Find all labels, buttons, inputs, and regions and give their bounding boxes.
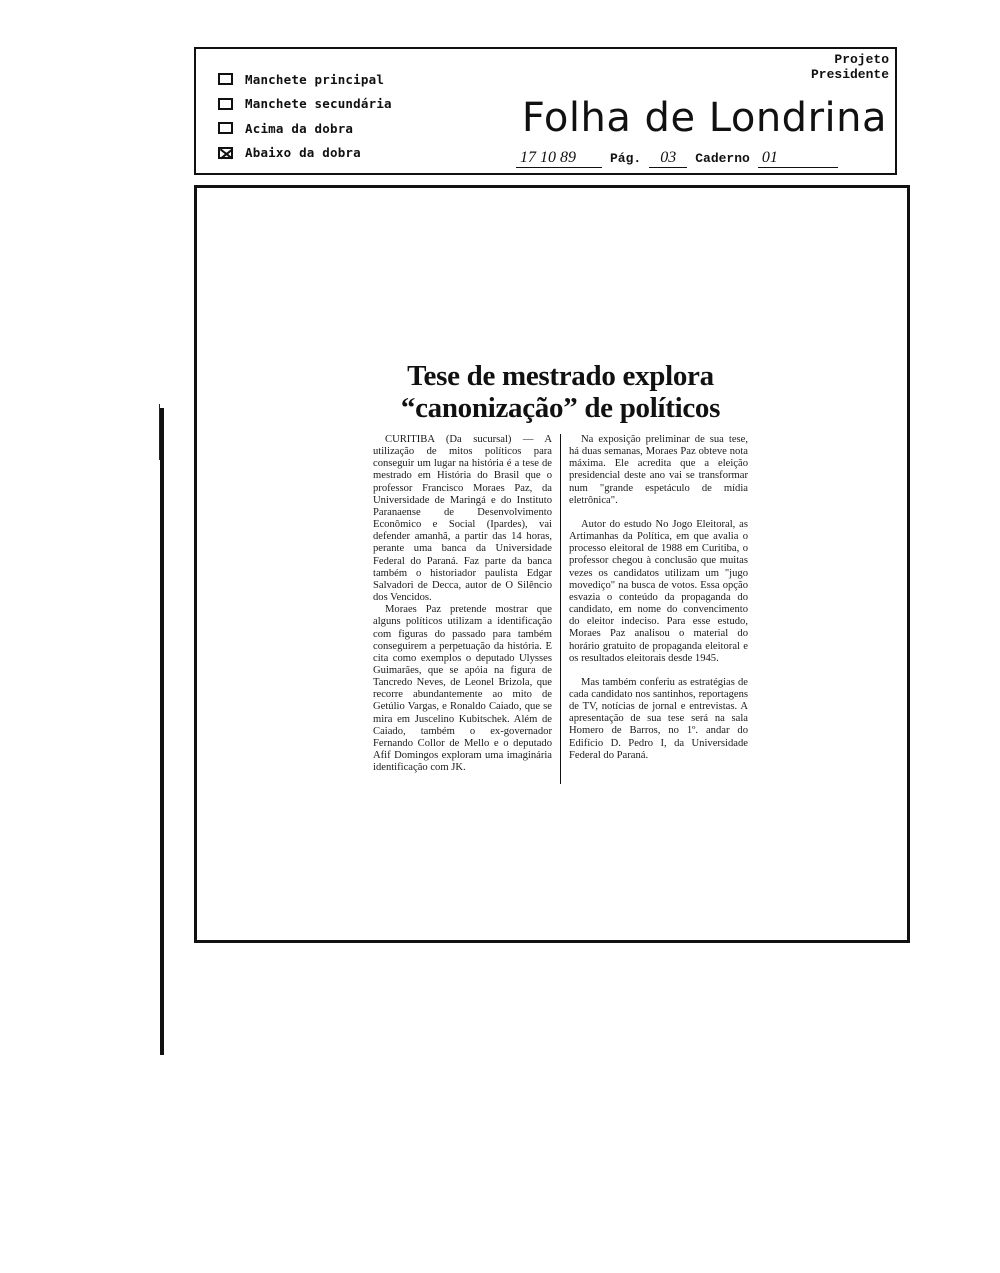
clipping-meta bbox=[508, 149, 846, 168]
check-manchete-secundaria[interactable] bbox=[218, 92, 392, 117]
date-handwritten: 17 10 89 bbox=[516, 149, 602, 168]
check-label: Abaixo da dobra bbox=[245, 145, 361, 161]
checked-box-icon[interactable] bbox=[218, 147, 233, 159]
paragraph: CURITIBA (Da sucursal) — A utilização de mitos políticos para conseguir um lugar na história é a tese de mestrado em História do Brasil que o professor Francisco Moraes Paz, da Universidade de Maringá e do Instituto Paranaense de Desenvolvimento Econômico e Social (Ipardes), vai defender amanhã, a partir das 14 horas, perante uma banca da Universidade Federal do Paraná. Faz parte da banca também o historiador paulista Edgar Salvadori de Decca, autor de O Silêncio dos Vencidos. bbox=[373, 434, 552, 604]
scan-edge-bar bbox=[160, 408, 164, 1055]
paragraph: Moraes Paz pretende mostrar que alguns políticos utilizam a identificação com figuras do passado para também conseguirem a perpetuação da história. E cita como exemplos o deputado Ulysses Guimarães, que se apóia na figura de Tancredo Neves, de Leonel Brizola, que recorre abundantemente ao mito de Getúlio Vargas, e Ronaldo Caiado, que se mira em Juscelino Kubitschek. Além de Caiado, também o ex-governador Fernando Collor de Mello e o deputado Afif Domingos exploram uma imaginária identificação com JK. bbox=[373, 604, 552, 774]
headline-line-2: “canonização” de políticos bbox=[400, 392, 721, 424]
article-columns bbox=[373, 434, 748, 784]
check-manchete-principal[interactable] bbox=[218, 67, 392, 92]
page-value: 03 bbox=[649, 149, 687, 168]
article-headline bbox=[373, 360, 748, 424]
paragraph: Autor do estudo No Jogo Eleitoral, as Artimanhas da Política, em que avalia o processo eleitoral de 1988 em Curitiba, o professor chegou à conclusão que muitas vezes os candidatos utilizam um "jugo movediço" na busca de votos. Essa opção esvazia o conteúdo da propaganda do candidato, em nome do convencimento do eleitor indeciso. Para esse estudo, Moraes Paz analisou o material do horário gratuito de propaganda eleitoral e os resultados eleitorais desde 1945. bbox=[569, 518, 748, 664]
article-column-2 bbox=[569, 434, 748, 784]
check-label: Acima da dobra bbox=[245, 120, 354, 136]
check-acima-da-dobra[interactable] bbox=[218, 116, 392, 141]
page-label: Pág. bbox=[610, 151, 642, 166]
project-line-2: Presidente bbox=[810, 67, 889, 82]
paragraph: Mas também conferiu as estratégias de cada candidato nos santinhos, reportagens de TV, notícias de jornal e entrevistas. A apresentação de sua tese será na sala Homero de Barros, no 1º. andar do Edifício D. Pedro I, da Universidade Federal do Paraná. bbox=[569, 676, 748, 761]
check-label: Manchete principal bbox=[245, 71, 385, 87]
section-value: 01 bbox=[758, 149, 838, 168]
checkbox-icon[interactable] bbox=[218, 122, 233, 134]
checkbox-icon[interactable] bbox=[218, 73, 233, 85]
clipping-header bbox=[194, 47, 897, 175]
newspaper-title: Folha de Londrina bbox=[521, 95, 887, 141]
article-column-1 bbox=[373, 434, 552, 784]
headline-line-1: Tese de mestrado explora bbox=[407, 360, 714, 392]
column-divider bbox=[560, 434, 561, 784]
placement-checklist bbox=[218, 67, 392, 165]
project-line-1: Projeto bbox=[834, 52, 889, 67]
check-abaixo-da-dobra[interactable] bbox=[218, 141, 392, 166]
section-label: Caderno bbox=[695, 151, 750, 166]
paragraph: Na exposição preliminar de sua tese, há duas semanas, Moraes Paz obteve nota máxima. Ele acredita que a eleição presidencial deste ano vai se transformar num "grande espetáculo de mídia eletrônica". bbox=[569, 434, 748, 506]
project-label bbox=[811, 52, 889, 82]
check-label: Manchete secundária bbox=[245, 96, 392, 112]
checkbox-icon[interactable] bbox=[218, 98, 233, 110]
news-article bbox=[373, 360, 748, 784]
